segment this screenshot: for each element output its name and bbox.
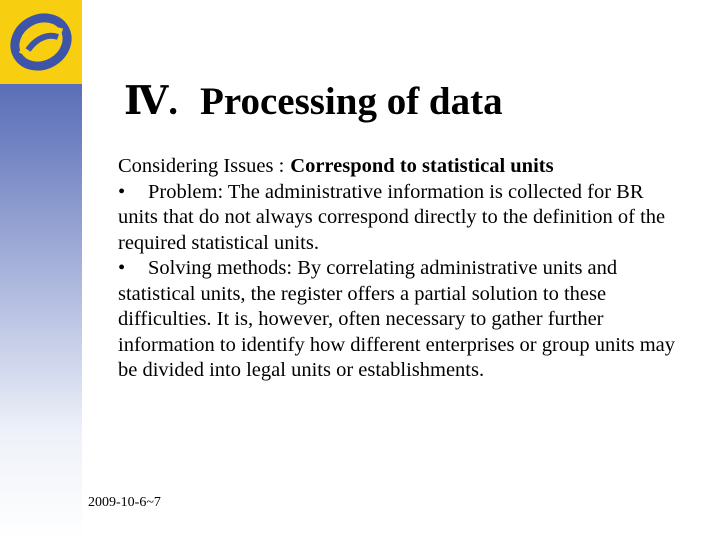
bullet-solving-methods [118, 256, 678, 384]
title-text: Processing of data [200, 80, 503, 123]
logo-panel [0, 0, 82, 84]
slide-title [124, 78, 503, 126]
lead-line [118, 154, 678, 180]
slide-body [118, 154, 678, 384]
bullet-marker: • [118, 180, 126, 203]
bullet-problem [118, 180, 678, 257]
bullet-solving-methods-text: Solving methods: By correlating administrative units and statistical units, the register offers a partial solution to these difficulties. It is, however, often necessary to gather further information to identify how different enterprises or group units may be divided into legal units or establishments. [118, 257, 675, 381]
organization-logo-icon [8, 10, 74, 74]
lead-label: Considering Issues : [118, 155, 285, 177]
bullet-marker: • [118, 257, 126, 279]
bullet-problem-text: Problem: The administrative information is collected for BR units that do not always correspond directly to the definition of the required statistical units. [118, 180, 666, 254]
title-numeral: Ⅳ. [124, 80, 179, 123]
lead-bold-text: Correspond to statistical units [290, 155, 554, 177]
footer-date: 2009-10-6~7 [88, 495, 161, 510]
